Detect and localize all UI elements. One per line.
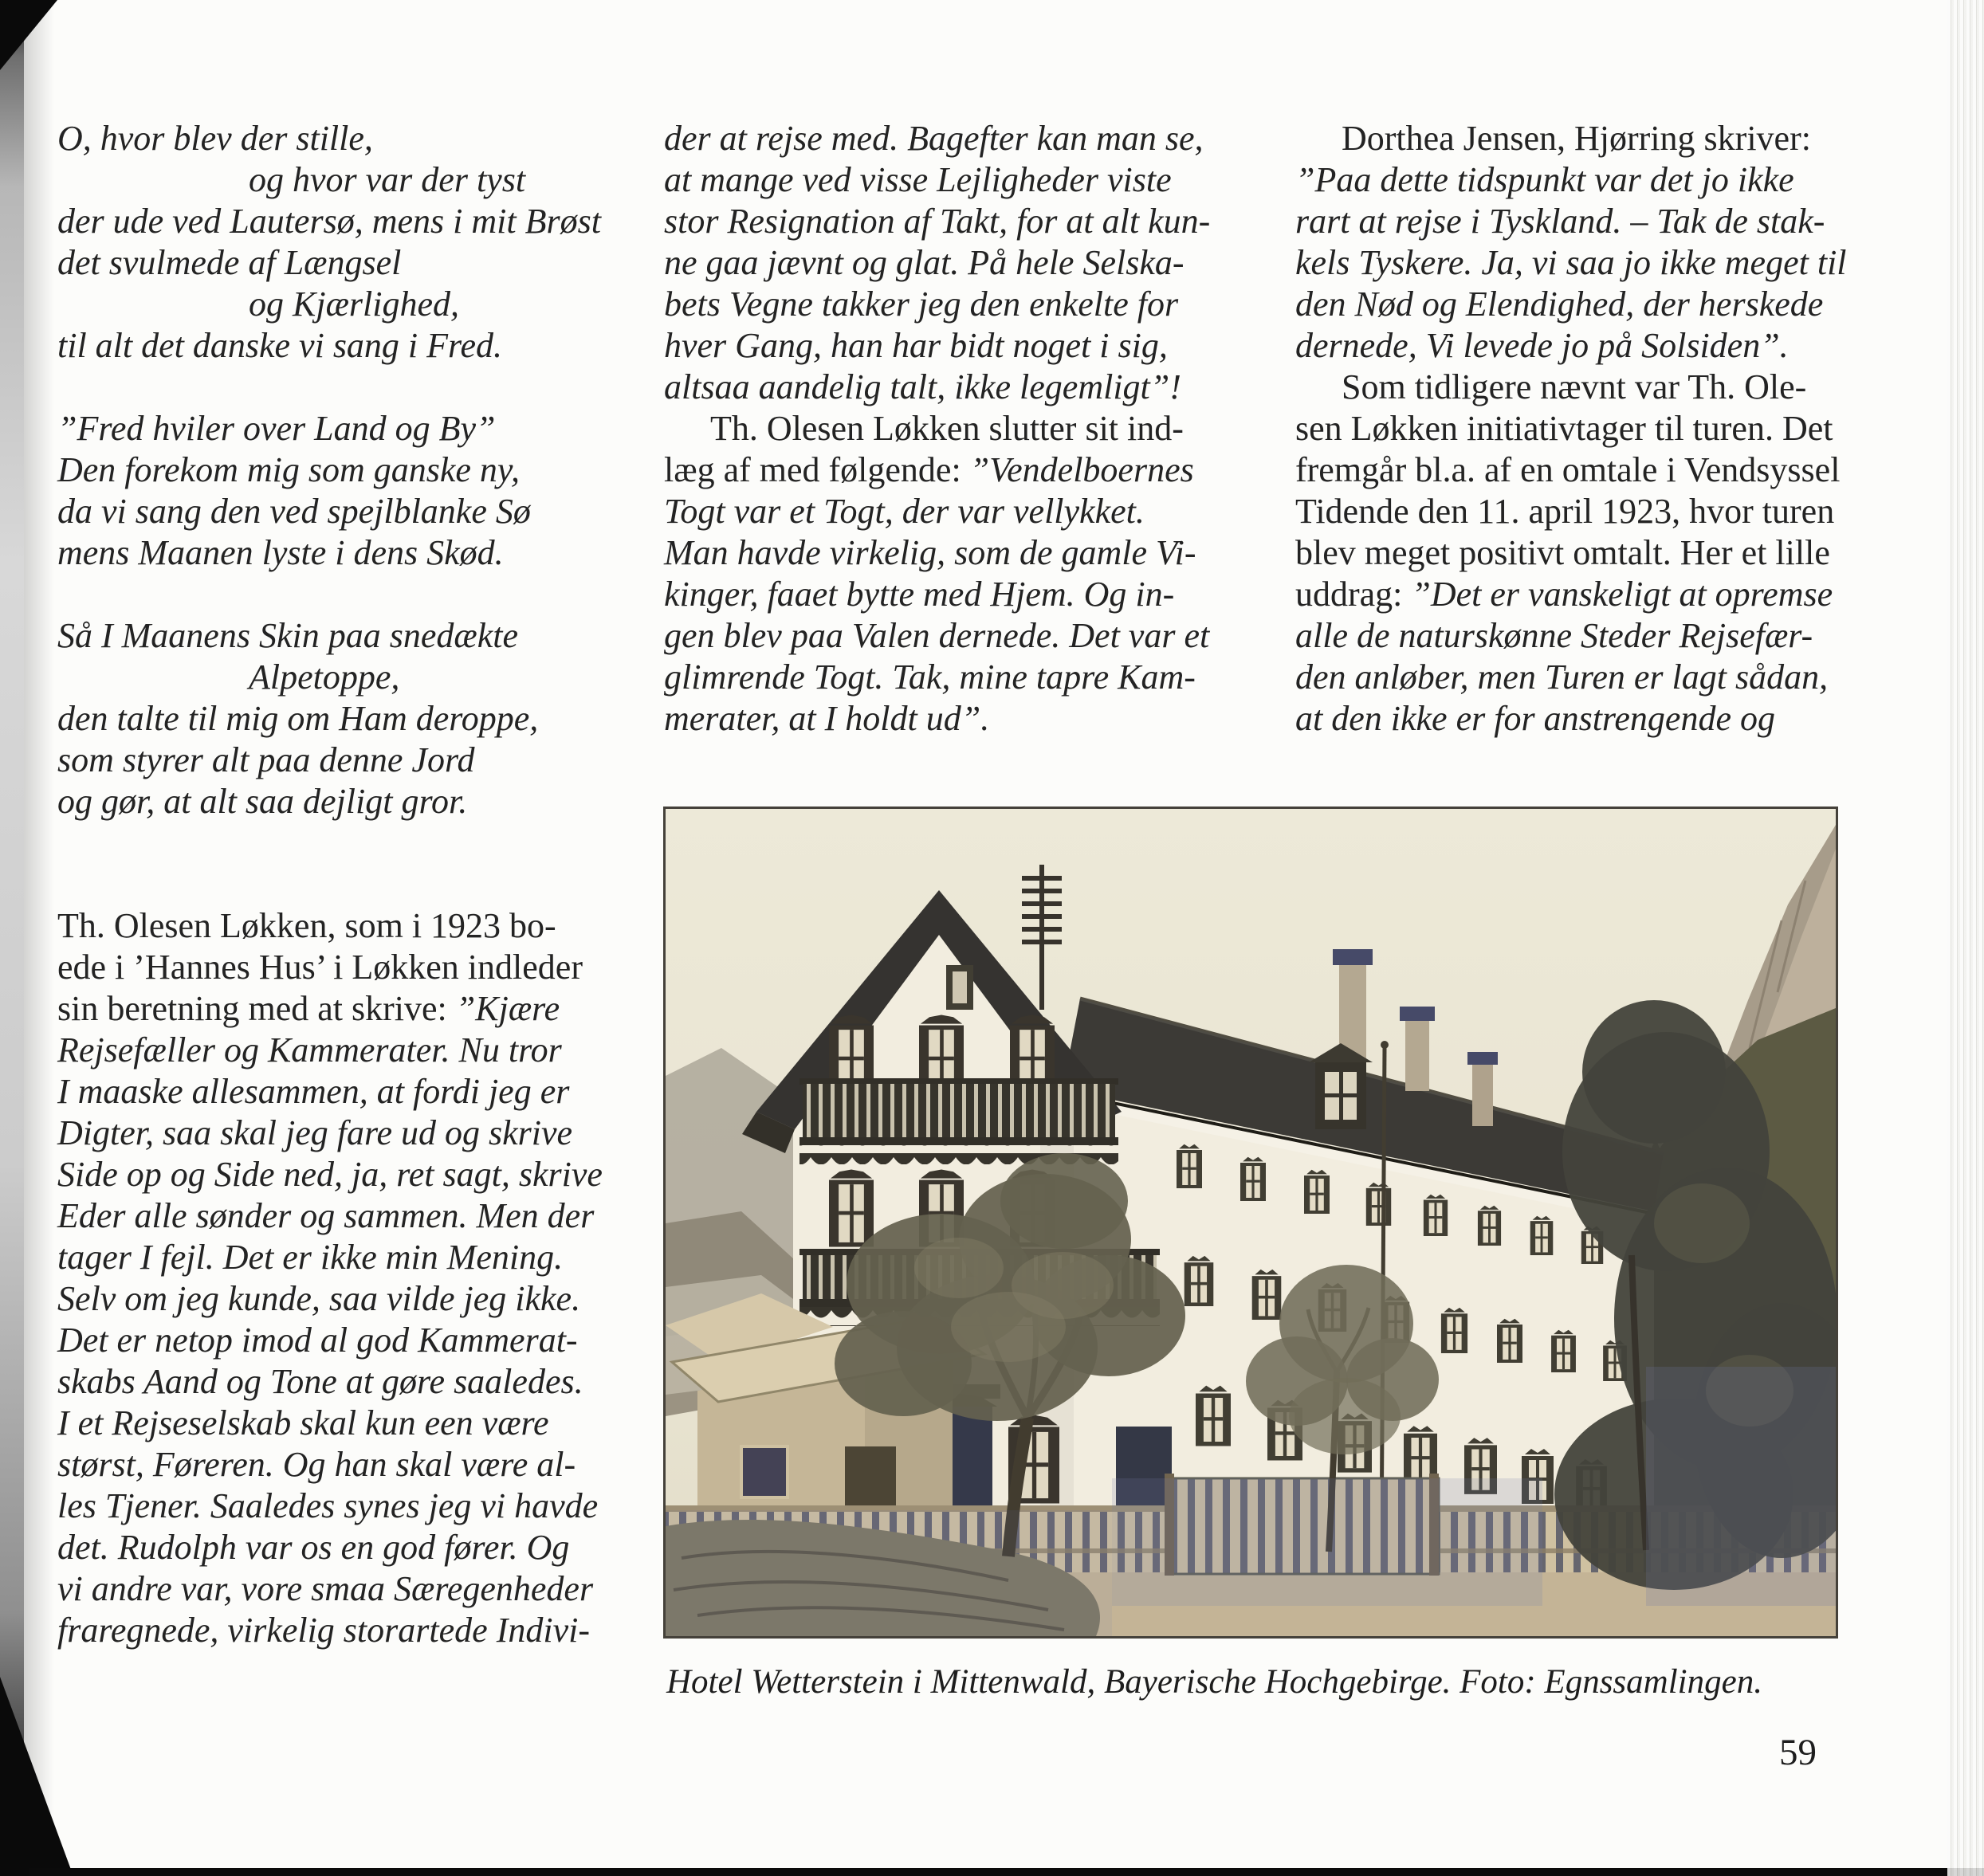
text-line: at den ikke er for anstrengende og — [1295, 699, 1775, 738]
text-line — [57, 574, 636, 615]
text-line — [57, 367, 636, 408]
text-line: det svulmede af Længsel — [57, 243, 402, 282]
text-line: fraregnede, virkelig storartede Indivi- — [57, 1611, 590, 1650]
text-line: glimrende Togt. Tak, mine tapre Kam- — [664, 657, 1196, 697]
text-line: bets Vegne takker jeg den enkelte for — [664, 285, 1179, 324]
text-line: som styrer alt paa denne Jord — [57, 740, 475, 779]
text-line: der ude ved Lautersø, mens i mit Brøst — [57, 202, 601, 241]
text-line: Alpetoppe, — [249, 657, 400, 697]
text-line: skabs Aand og Tone at gøre saaledes. — [57, 1362, 583, 1401]
text-line: læg af med følgende: ”Vendelboernes — [664, 450, 1194, 489]
text-line: sin beretning med at skrive: ”Kjære — [57, 989, 560, 1028]
text-line: O, hvor blev der stille, — [57, 119, 373, 158]
scan-tints — [666, 809, 1836, 1636]
text-line: Digter, saa skal jeg fare ud og skrive — [57, 1113, 573, 1152]
text-line: Th. Olesen Løkken, som i 1923 bo- — [57, 906, 556, 945]
text-line: og hvor var der tyst — [249, 160, 526, 199]
text-line: Dorthea Jensen, Hjørring skriver: — [1342, 119, 1811, 158]
text-line: mens Maanen lyste i dens Skød. — [57, 533, 504, 572]
text-line: stor Resignation af Takt, for at alt kun- — [664, 202, 1211, 241]
text-line: ne gaa jævnt og glat. På hele Selska- — [664, 243, 1185, 282]
text-line: blev meget positivt omtalt. Her et lille — [1295, 533, 1830, 572]
text-line: og gør, at alt saa dejligt gror. — [57, 782, 468, 821]
text-line: les Tjener. Saaledes synes jeg vi havde — [57, 1486, 599, 1525]
photo-figure — [663, 807, 1838, 1639]
text-line: til alt det danske vi sang i Fred. — [57, 326, 503, 365]
text-line: I et Rejseselskab skal kun een være — [57, 1403, 549, 1442]
book-gutter-shadow — [0, 0, 24, 1876]
text-line: uddrag: ”Det er vanskeligt at opremse — [1295, 575, 1833, 614]
text-line: Selv om jeg kunde, saa vilde jeg ikke. — [57, 1279, 581, 1318]
text-line: at mange ved visse Lejligheder viste — [664, 160, 1172, 199]
text-line: ede i ’Hannes Hus’ i Løkken indleder — [57, 948, 583, 987]
gutter-soft-shadow — [24, 0, 54, 1876]
text-line: Man havde virkelig, som de gamle Vi- — [664, 533, 1196, 572]
scan-edge-bottom — [29, 1868, 1984, 1876]
text-line: den talte til mig om Ham deroppe, — [57, 699, 539, 738]
text-line: vi andre var, vore smaa Særegenheder — [57, 1569, 594, 1608]
text-line — [57, 864, 636, 905]
text-line: merater, at I holdt ud”. — [664, 699, 990, 738]
text-column-3 — [1295, 118, 1874, 740]
text-line: dernede, Vi levede jo på Solsiden”. — [1295, 326, 1789, 365]
text-line: da vi sang den ved spejlblanke Sø — [57, 492, 531, 531]
text-line: den anløber, men Turen er lagt sådan, — [1295, 657, 1829, 697]
text-line: Det er netop imod al god Kammerat- — [57, 1321, 578, 1360]
text-line: Tidende den 11. april 1923, hvor turen — [1295, 492, 1835, 531]
text-line: fremgår bl.a. af en omtale i Vendsyssel — [1295, 450, 1841, 489]
page-number: 59 — [1779, 1732, 1817, 1773]
text-line: altsaa aandelig talt, ikke legemligt”! — [664, 367, 1181, 406]
text-line: Eder alle sønder og sammen. Men der — [57, 1196, 595, 1235]
text-line: gen blev paa Valen dernede. Det var et — [664, 616, 1210, 655]
text-line: Togt var et Togt, der var vellykket. — [664, 492, 1145, 531]
text-column-2 — [664, 118, 1243, 740]
page-edge-lines — [1947, 0, 1984, 1876]
text-line — [57, 822, 636, 864]
photo-caption: Hotel Wetterstein i Mittenwald, Bayerische Hochgebirge. Foto: Egnssamlingen. — [666, 1663, 1762, 1701]
text-line: Som tidligere nævnt var Th. Ole- — [1342, 367, 1807, 406]
text-line: det. Rudolph var os en god fører. Og — [57, 1528, 570, 1567]
text-line: den Nød og Elendighed, der herskede — [1295, 285, 1824, 324]
text-line: Side op og Side ned, ja, ret sagt, skrive — [57, 1155, 603, 1194]
text-line: kels Tyskere. Ja, vi saa jo ikke meget til — [1295, 243, 1847, 282]
hotel-photo — [666, 809, 1836, 1636]
text-line: alle de naturskønne Steder Rejsefær- — [1295, 616, 1813, 655]
text-line: Rejsefæller og Kammerater. Nu tror — [57, 1030, 562, 1069]
text-line: ”Fred hviler over Land og By” — [57, 409, 496, 448]
text-line: kinger, faaet bytte med Hjem. Og in- — [664, 575, 1175, 614]
text-line: rart at rejse i Tyskland. – Tak de stak- — [1295, 202, 1825, 241]
text-line: Så I Maanens Skin paa snedækte — [57, 616, 518, 655]
text-line: hver Gang, han har bidt noget i sig, — [664, 326, 1168, 365]
text-line: Den forekom mig som ganske ny, — [57, 450, 521, 489]
text-line: Th. Olesen Løkken slutter sit ind- — [710, 409, 1184, 448]
text-line: I maaske allesammen, at fordi jeg er — [57, 1072, 570, 1111]
text-line: og Kjærlighed, — [249, 285, 460, 324]
text-line: tager I fejl. Det er ikke min Mening. — [57, 1238, 564, 1277]
text-line: sen Løkken initiativtager til turen. Det — [1295, 409, 1833, 448]
text-column-1 — [57, 118, 636, 1651]
text-line: størst, Føreren. Og han skal være al- — [57, 1445, 576, 1484]
text-line: der at rejse med. Bagefter kan man se, — [664, 119, 1204, 158]
text-line: ”Paa dette tidspunkt var det jo ikke — [1295, 160, 1794, 199]
